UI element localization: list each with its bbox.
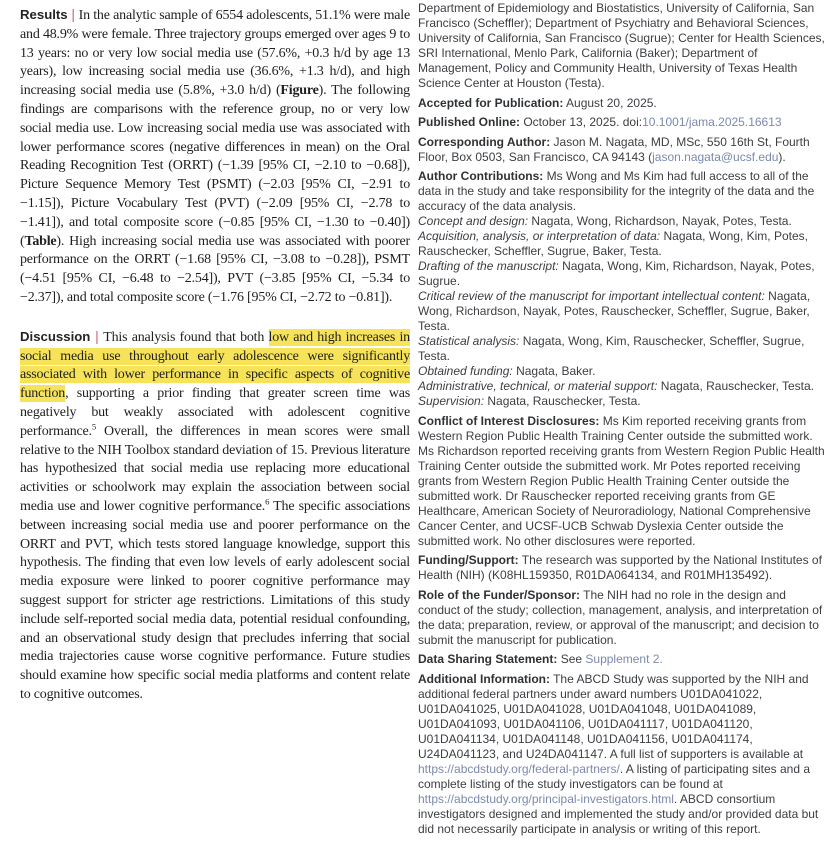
- accepted-for-publication: [418, 96, 830, 111]
- text-run: . ABCD consortium investigators designed and implemented the study and/or provided data but did not necessarily participate in analysis or writing of this report.: [418, 791, 819, 836]
- contribution-concept-design: [418, 214, 830, 229]
- federal-partners-link[interactable]: https://abcdstudy.org/federal-partners/: [418, 761, 620, 776]
- contribution-role-label: Acquisition, analysis, or interpretation of data:: [418, 229, 661, 243]
- text-run: Ms Kim reported receiving grants from Western Region Public Health Training Center outside the submitted work. Ms Richardson reported receiving grants from Western Region Public Health Training Center outside the submitted work. Mr Potes reported receiving grants from Western Region Public Health Training Center outside the submitted work. Dr Rauschecker reported receiving grants from GE Healthcare, American Society of Neuroradiology, National Comprehensive Cancer Center, and UCSF-UCB Schwab Dyslexia Center outside the submitted work. No other disclosures were reported.: [418, 413, 825, 548]
- text-run: The NIH had no role in the design and conduct of the study; collection, management, analysis, and interpretation of the data; preparation, review, or approval of the manuscript; and decision to submit the manuscript for publication.: [418, 587, 823, 647]
- text-run: Nagata, Rauschecker, Testa.: [657, 379, 814, 393]
- text-run: Ms Wong and Ms Kim had full access to all of the data in the study and take responsibility for the integrity of the data and the accuracy of the data analysis.: [418, 169, 815, 213]
- highlighted-text: low and high increases in social media use throughout early adolescence were significantly associated with lower performance in specific aspects of cognitive function: [20, 329, 410, 402]
- principal-investigators-link[interactable]: https://abcdstudy.org/principal-investigators.html: [418, 791, 674, 806]
- contribution-role-label: Statistical analysis:: [418, 334, 520, 348]
- data-sharing-label: Data Sharing Statement:: [418, 652, 558, 666]
- section-divider-pipe: |: [90, 327, 104, 344]
- conflict-of-interest: [418, 414, 830, 549]
- role-of-funder: [418, 588, 830, 648]
- contribution-role-label: Obtained funding:: [418, 364, 513, 378]
- text-run: ).: [778, 149, 786, 164]
- role-of-funder-label: Role of the Funder/Sponsor:: [418, 587, 580, 602]
- contribution-acquisition: [418, 229, 830, 259]
- text-run: In the analytic sample of 6554 adolescents, 51.1% were male and 48.9% were female. Three trajectory groups emerged over ages 9 to 13 years: no or very low social media use (57.6%, +0.3 h/d by age 13 years), low increasing social media use (36.6%, +1.3 h/d), and high increasing social media use (5.8%, +3.0 h/d) (: [20, 8, 410, 99]
- conflict-label: Conflict of Interest Disclosures:: [418, 413, 600, 428]
- text-run: October 13, 2025. doi:: [520, 115, 643, 129]
- discussion-paragraph: [20, 327, 410, 705]
- contribution-role-label: Administrative, technical, or material support:: [418, 379, 658, 393]
- corresponding-author: [418, 135, 830, 165]
- reference-superscript-5: 5: [91, 421, 96, 432]
- text-run: Nagata, Wong, Kim, Rauschecker, Scheffler, Sugrue, Testa.: [418, 334, 805, 363]
- text-run: The ABCD Study was supported by the NIH and additional federal partners under award numbers U01DA041022, U01DA041025, U01DA041028, U01DA041048, U01DA041089, U01DA041093, U01DA041106, U01DA041117, U01DA041120, U01DA041134, U01DA041148, U01DA041156, U01DA041174, U24DA041123, and U24DA041147. A full list of supporters is available at: [418, 671, 809, 761]
- supplement-2-link[interactable]: Supplement 2.: [585, 652, 663, 666]
- text-run: August 20, 2025.: [563, 95, 657, 110]
- author-contributions-intro: [418, 169, 830, 214]
- additional-information: [418, 672, 830, 837]
- additional-information-label: Additional Information:: [418, 671, 550, 686]
- text-run: Nagata, Wong, Richardson, Nayak, Potes, Testa.: [528, 214, 792, 228]
- figure-reference: Figure: [280, 83, 319, 99]
- contribution-obtained-funding: [418, 364, 830, 379]
- published-label: Published Online:: [418, 115, 521, 129]
- section-divider-pipe: |: [67, 6, 79, 22]
- text-run: See: [557, 652, 586, 666]
- contribution-statistical-analysis: [418, 334, 830, 364]
- text-run: This analysis found that both: [103, 329, 269, 345]
- contribution-role-label: Critical review of the manuscript for important intellectual content:: [418, 289, 765, 303]
- text-run: Nagata, Wong, Kim, Potes, Rauschecker, Scheffler, Sugrue, Baker, Testa.: [418, 229, 808, 258]
- left-column-article-text: [20, 5, 410, 724]
- contribution-admin-support: [418, 379, 830, 394]
- right-column-back-matter: [418, 1, 830, 841]
- contribution-drafting: [418, 259, 830, 289]
- text-run: ). High increasing social media use was associated with poorer performance on the ORRT (−1.68 [95% CI, −3.08 to −0.28]), PSMT (−4.51 [95% CI, −6.48 to −2.54]), PVT (−3.85 [95% CI, −5.34 to −2.37]), and total composite score (−1.76 [95% CI, −2.72 to −0.81]).: [20, 233, 410, 305]
- author-contributions-label: Author Contributions:: [418, 169, 544, 183]
- text-run: . A listing of participating sites and a complete listing of the study investigators can be found at: [418, 761, 811, 791]
- results-paragraph: [20, 5, 410, 308]
- text-run: Nagata, Wong, Kim, Richardson, Nayak, Potes, Sugrue.: [418, 259, 815, 288]
- accepted-label: Accepted for Publication:: [418, 95, 564, 110]
- published-online: [418, 115, 830, 130]
- text-run: Department of Epidemiology and Biostatistics, University of California, San Francisco (Scheffler); Department of Psychiatry and Behavioral Sciences, University of California, San Francisco (Sugrue); Center for Health Sciences, SRI International, Menlo Park, California (Baker); Department of Management, Policy and Community Health, University of Texas Health Science Center at Houston (Testa).: [418, 1, 825, 90]
- table-reference: Table: [24, 233, 57, 249]
- funding-label: Funding/Support:: [418, 553, 519, 567]
- contribution-critical-review: [418, 289, 830, 334]
- text-run: Nagata, Baker.: [512, 364, 596, 378]
- reference-superscript-6: 6: [265, 496, 270, 507]
- doi-link[interactable]: 10.1001/jama.2025.16613: [642, 115, 782, 129]
- text-run: Jason M. Nagata, MD, MSc, 550 16th St, Fourth Floor, Box 0503, San Francisco, CA 94143 (: [418, 134, 810, 164]
- text-run: , supporting a prior finding that greater screen time was negatively but weakly associated with adolescent cognitive performance.: [20, 386, 410, 439]
- discussion-section-label: Discussion: [20, 328, 91, 344]
- text-run: ). The following findings are comparisons with the reference group, no or very low social media use. Low increasing social media use was associated with lower performance scores (negative differences in mean) on the Oral Reading Recognition Test (ORRT) (−1.39 [95% CI, −2.10 to −0.68]), Picture Sequence Memory Test (PSMT) (−2.03 [95% CI, −2.91 to −1.15]), Picture Vocabulary Test (PVT) (−2.09 [95% CI, −2.78 to −1.41]), and total composite score (−0.85 [95% CI, −1.30 to −0.40]) (: [20, 83, 410, 249]
- data-sharing-statement: [418, 652, 830, 667]
- contribution-role-label: Supervision:: [418, 394, 485, 408]
- email-link[interactable]: jason.nagata@ucsf.edu: [652, 149, 779, 164]
- funding-support: [418, 553, 830, 583]
- affiliations-paragraph: [418, 1, 830, 91]
- results-section-label: Results: [20, 7, 68, 22]
- contribution-role-label: Drafting of the manuscript:: [418, 259, 559, 273]
- corresponding-author-label: Corresponding Author:: [418, 134, 551, 149]
- text-run: Nagata, Wong, Richardson, Nayak, Potes, Rauschecker, Scheffler, Sugrue, Baker, Testa.: [418, 289, 811, 333]
- contribution-supervision: [418, 394, 830, 409]
- text-run: The specific associations between increasing social media use and poorer performance on the ORRT and PVT, which tests stored language knowledge, support this hypothesis. The finding that even low levels of early adolescent social media exposure were linked to poorer cognitive performance may suggest support for stricter age restrictions. Limitations of this study include self-reported social media data, potential residual confounding, and an observational study design that precludes inferring that social media trajectories cause worse cognitive performance. Future studies should examine how specific social media platforms and content relate to cognitive outcomes.: [20, 498, 411, 702]
- contribution-role-label: Concept and design:: [418, 214, 529, 228]
- text-run: Overall, the differences in mean scores were small relative to the NIH Toolbox standard deviation of 15. Previous literature has hypothesized that social media use replacing more educational activities or schoolwork may explain the association between social media use and lower cognitive performance.: [20, 423, 410, 514]
- text-run: The research was supported by the National Institutes of Health (NIH) (K08HL159350, R01DA064134, and R01MH135492).: [418, 553, 822, 582]
- text-run: Nagata, Rauschecker, Testa.: [484, 394, 641, 408]
